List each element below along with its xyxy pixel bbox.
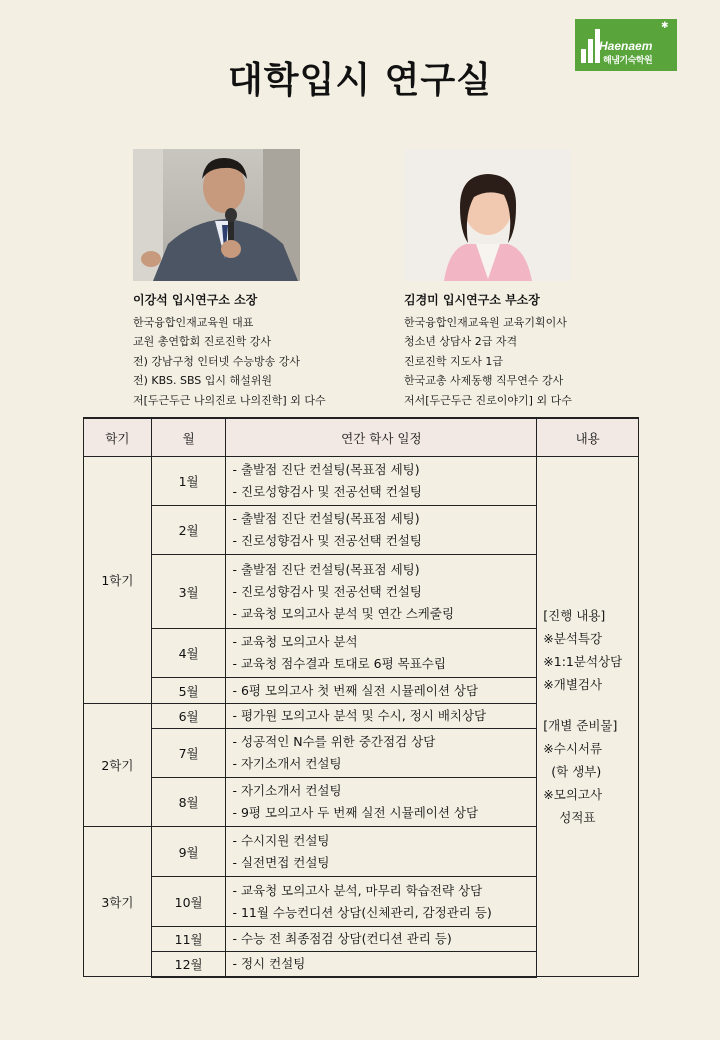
director-career-line: 전) KBS. SBS 입시 해설위원 <box>133 374 273 387</box>
content-line: ※수시서류 <box>543 741 603 756</box>
content-line: ※분석특강 <box>543 631 603 646</box>
content-line: [진행 내용] <box>543 608 606 623</box>
schedule-item: - 진로성향검사 및 전공선택 컨설팅 <box>232 583 422 599</box>
director-photo <box>133 149 300 281</box>
vice-director-career-line: 청소년 상담사 2급 자격 <box>404 335 518 348</box>
month-cell: 1월 <box>151 457 226 506</box>
month-cell: 8월 <box>151 778 226 827</box>
schedule-table <box>83 417 639 978</box>
vice-director-profile <box>404 291 572 410</box>
schedule-item: - 11월 수능컨디션 상담(신체관리, 감정관리 등) <box>232 904 492 920</box>
schedule-item: - 교육청 모의고사 분석 및 연간 스케줄링 <box>232 605 455 621</box>
semester-cell: 1학기 <box>84 457 152 704</box>
vice-director-career-line: 한국교총 사제동행 직무연수 강사 <box>404 374 564 387</box>
schedule-item: - 교육청 모의고사 분석 <box>232 634 358 649</box>
content-line: ※개별검사 <box>543 677 603 692</box>
content-cell <box>537 457 639 977</box>
director-name: 이강석 입시연구소 소장 <box>133 293 258 307</box>
schedule-item: - 실전면접 컨설팅 <box>232 854 330 870</box>
schedule-item: - 수시지원 컨설팅 <box>232 832 330 848</box>
header-month: 월 <box>151 418 226 457</box>
schedule-cell <box>226 629 537 678</box>
director-profile <box>133 291 326 410</box>
content-block-materials <box>543 714 638 829</box>
header-content: 내용 <box>537 418 639 457</box>
content-line: ※모의고사 <box>543 787 603 802</box>
director-career-line: 한국융합인재교육원 대표 <box>133 315 254 329</box>
vice-director-photo <box>404 149 571 281</box>
schedule-item: - 교육청 모의고사 분석, 마무리 학습전략 상담 <box>232 882 483 898</box>
semester-cell: 3학기 <box>84 827 152 977</box>
schedule-item: - 성공적인 N수를 위한 중간점검 상담 <box>232 734 436 749</box>
schedule-item: - 출발점 진단 컨설팅(목표점 세팅) <box>232 561 420 577</box>
month-cell: 3월 <box>151 555 226 629</box>
header-schedule: 연간 학사 일정 <box>226 418 537 457</box>
star-icon: ✱ <box>661 21 669 31</box>
semester-cell: 2학기 <box>84 704 152 827</box>
schedule-item: - 6평 모의고사 첫 번째 실전 시뮬레이션 상담 <box>232 682 479 698</box>
content-line: 성적표 <box>559 810 596 825</box>
schedule-item: - 출발점 진단 컨설팅(목표점 세팅) <box>232 511 420 526</box>
schedule-item: - 평가원 모의고사 분석 및 수시, 정시 배치상담 <box>232 708 487 723</box>
month-cell: 7월 <box>151 729 226 778</box>
month-cell: 2월 <box>151 506 226 555</box>
schedule-cell <box>226 678 537 704</box>
month-cell: 11월 <box>151 927 226 952</box>
content-line: (학 생부) <box>551 764 602 779</box>
header-semester: 학기 <box>84 418 152 457</box>
content-block-progress <box>543 604 638 696</box>
schedule-item: - 출발점 진단 컨설팅(목표점 세팅) <box>232 462 420 477</box>
director-career-line: 전) 강남구청 인터넷 수능방송 강사 <box>133 354 301 368</box>
month-cell: 10월 <box>151 877 226 927</box>
month-cell: 9월 <box>151 827 226 877</box>
schedule-cell <box>226 729 537 778</box>
schedule-item: - 9평 모의고사 두 번째 실전 시뮬레이션 상담 <box>232 805 479 820</box>
schedule-item: - 진로성향검사 및 전공선택 컨설팅 <box>232 484 422 499</box>
schedule-item: - 교육청 점수결과 토대로 6평 목표수립 <box>232 656 446 671</box>
vice-director-career-line: 저서[두근두근 진로이야기] 외 다수 <box>404 393 572 407</box>
table-row <box>84 457 639 506</box>
schedule-item: - 자기소개서 컨설팅 <box>232 756 342 771</box>
director-career-line: 교원 총연합회 진로진학 강사 <box>133 335 272 348</box>
table-header-row <box>84 418 639 457</box>
schedule-item: - 진로성향검사 및 전공선택 컨설팅 <box>232 533 422 548</box>
schedule-item: - 수능 전 최종점검 상담(컨디션 관리 등) <box>232 931 452 946</box>
schedule-cell <box>226 704 537 729</box>
schedule-cell <box>226 506 537 555</box>
schedule-cell <box>226 778 537 827</box>
vice-director-name: 김경미 입시연구소 부소장 <box>404 293 540 307</box>
content-line: ※1:1분석상담 <box>543 654 623 669</box>
vice-director-career-line: 한국융합인재교육원 교육기획이사 <box>404 315 567 329</box>
director-career-line: 저[두근두근 나의진로 나의진학] 외 다수 <box>133 393 326 407</box>
logo-english: Haenaem <box>599 39 653 53</box>
page-title: 대학입시 연구실 <box>228 60 492 101</box>
schedule-item: - 자기소개서 컨설팅 <box>232 783 342 798</box>
content-line: [개별 준비물] <box>543 718 618 733</box>
month-cell: 4월 <box>151 629 226 678</box>
month-cell: 5월 <box>151 678 226 704</box>
schedule-cell <box>226 457 537 506</box>
vice-director-career-line: 진로진학 지도사 1급 <box>404 354 503 368</box>
month-cell: 12월 <box>151 952 226 977</box>
schedule-item: - 정시 컨설팅 <box>232 955 306 971</box>
schedule-cell <box>226 555 537 629</box>
logo-korean: 해냄기숙학원 <box>603 56 653 66</box>
month-cell: 6월 <box>151 704 226 729</box>
schedule-cell <box>226 877 537 927</box>
schedule-cell <box>226 927 537 952</box>
schedule-cell <box>226 952 537 977</box>
schedule-cell <box>226 827 537 877</box>
